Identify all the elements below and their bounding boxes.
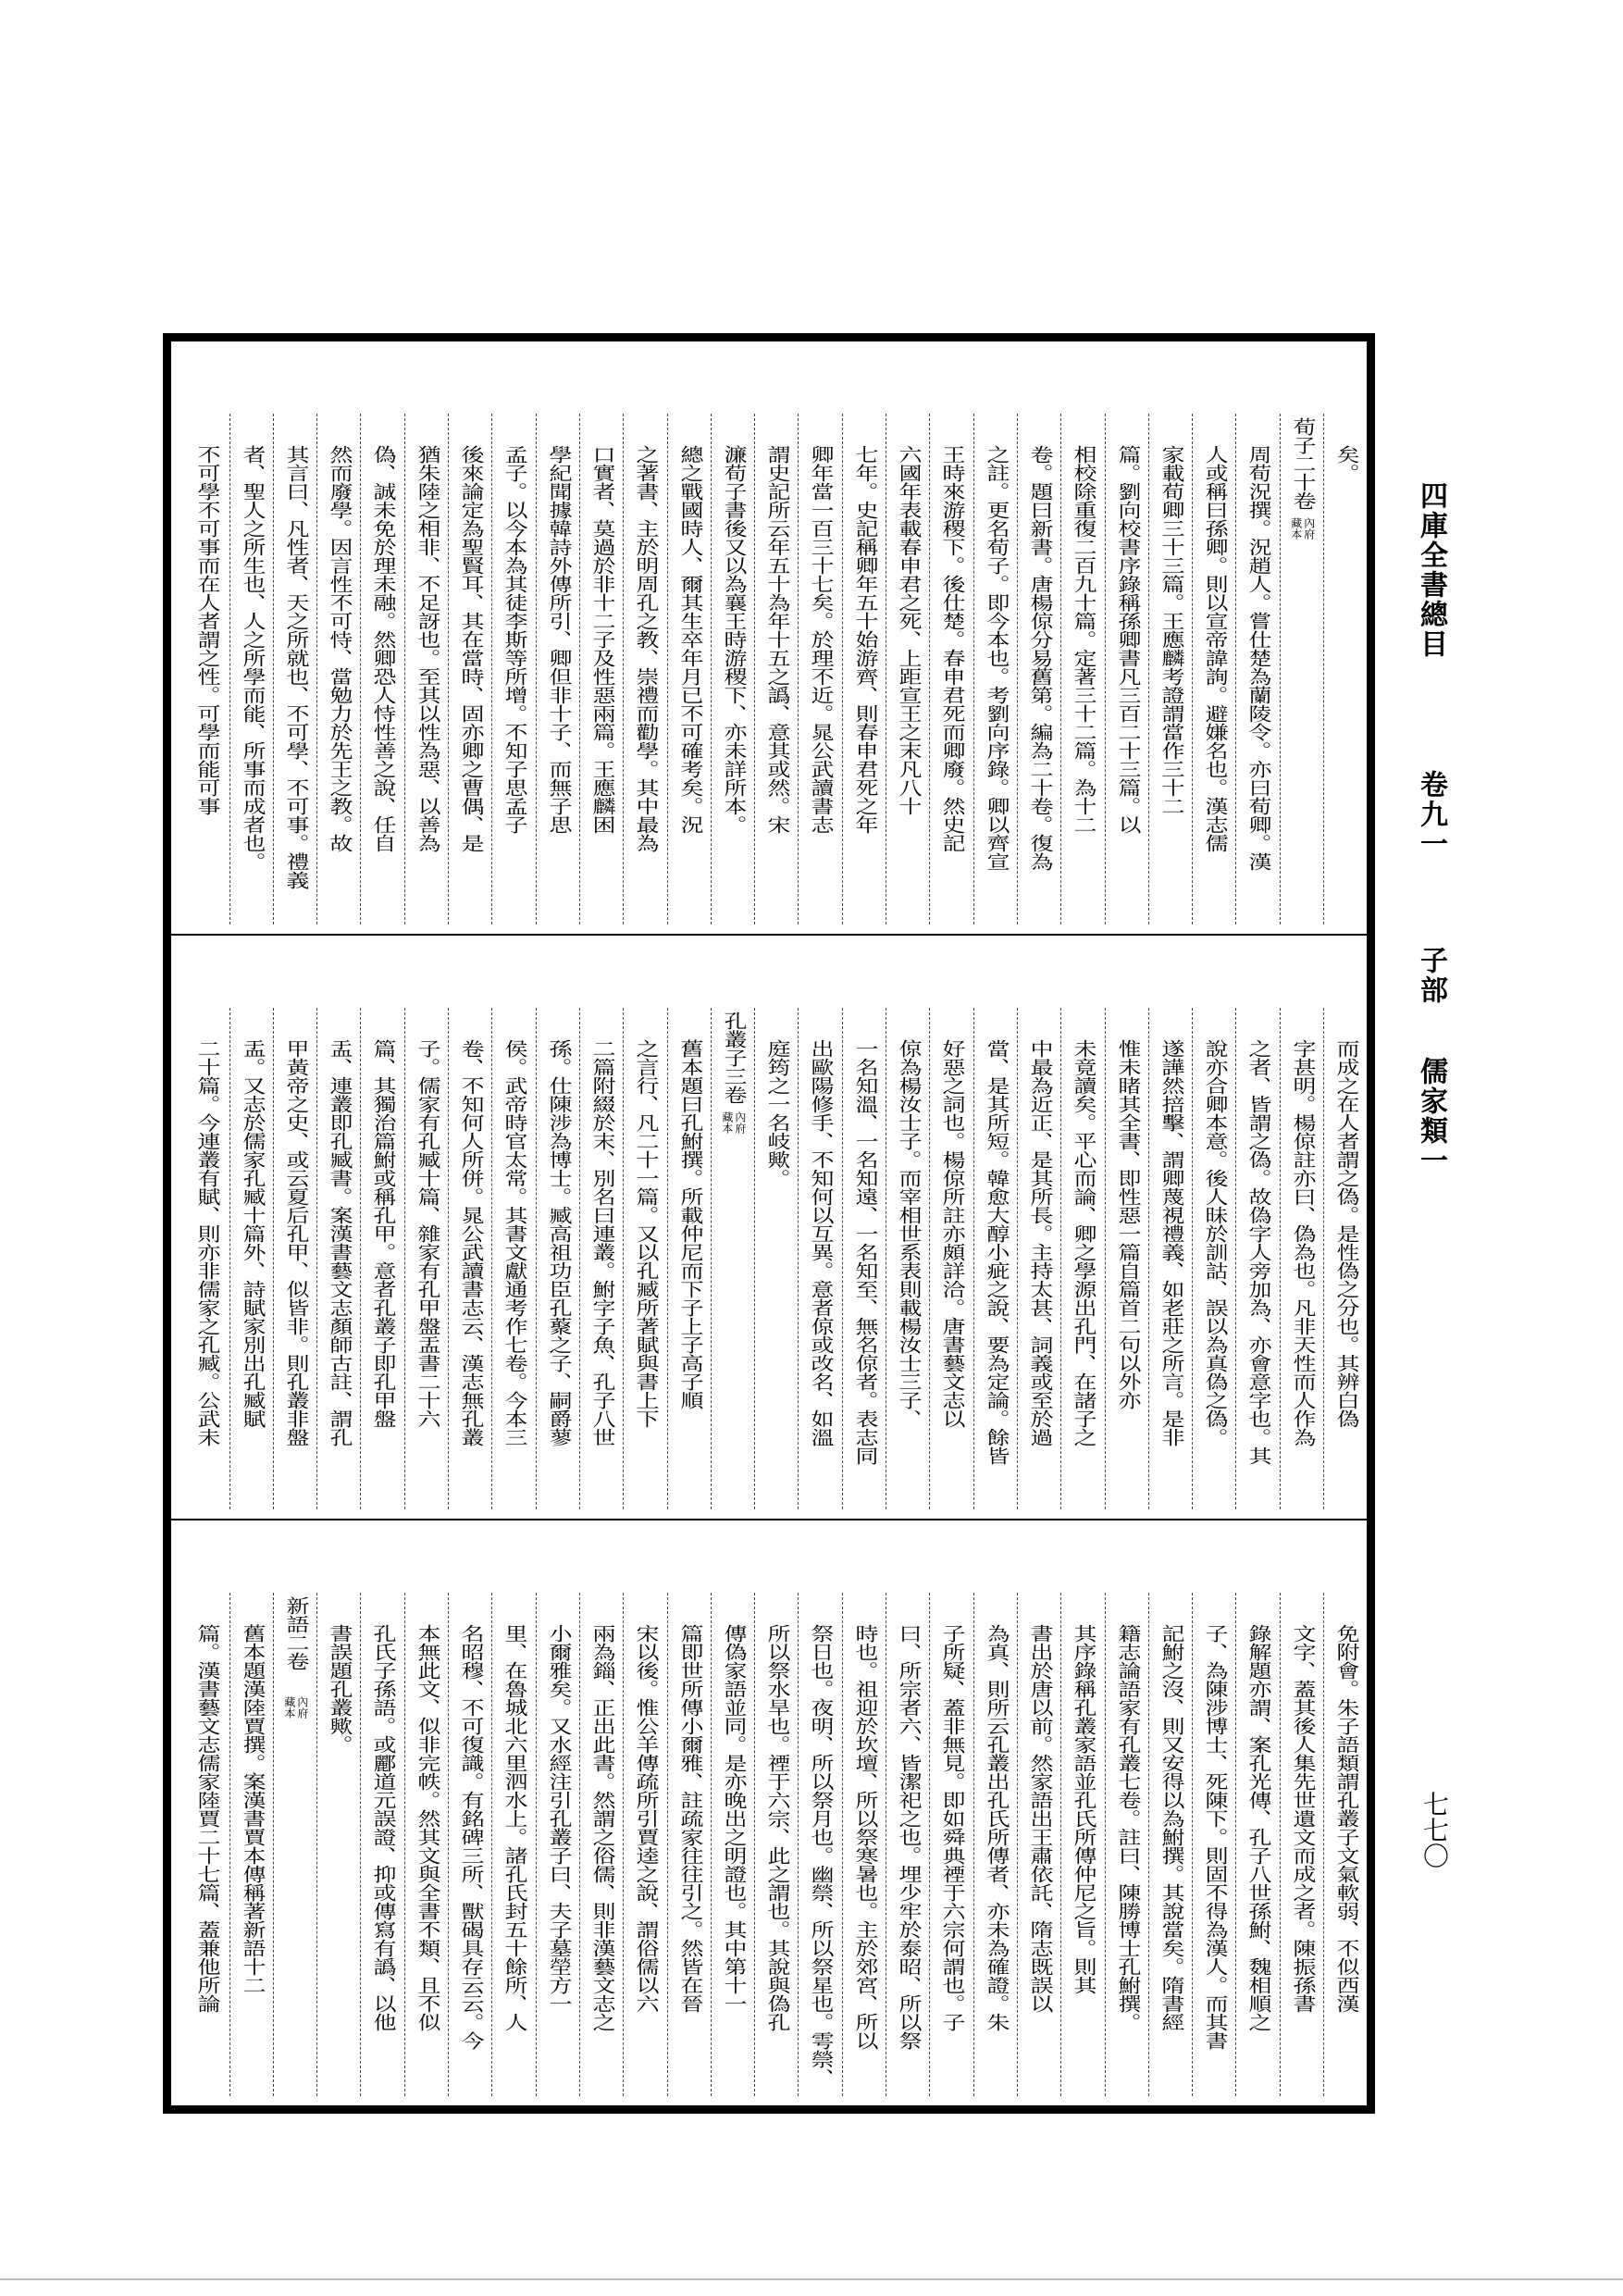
text-column bbox=[360, 1593, 403, 2096]
text-line: 卿年當一百三十七矣。於理不近。晁公武讀書志 bbox=[807, 445, 836, 834]
text-line: 之著書、主於明周孔之教、崇禮而勸學。其中最為 bbox=[632, 445, 661, 852]
text-column bbox=[185, 414, 229, 925]
text-column bbox=[754, 1008, 798, 1509]
text-column bbox=[973, 1593, 1017, 2096]
text-column bbox=[185, 1008, 229, 1509]
text-line: 卷。題曰新書。唐楊倞分易舊第。編為二十卷。復為 bbox=[1026, 445, 1055, 871]
text-register-top bbox=[171, 341, 1367, 934]
text-column bbox=[316, 1008, 360, 1509]
text-line: 學紀聞據韓詩外傳所引、卿但非十子、而無子思 bbox=[544, 445, 573, 834]
text-line: 為真、則所云孔叢出孔氏所傳者、亦未為確證。朱 bbox=[982, 1624, 1010, 2031]
entry-heading-column bbox=[1280, 414, 1323, 925]
text-column bbox=[754, 1593, 798, 2096]
text-column bbox=[929, 414, 973, 925]
text-column bbox=[536, 1008, 579, 1509]
text-column bbox=[1235, 414, 1279, 925]
text-line: 濂荀子書後又以為襄王時游稷下、亦未詳所本。 bbox=[719, 445, 748, 834]
text-column bbox=[886, 414, 929, 925]
text-line: 宋以後。惟公羊傳疏所引賈逵之說、謂俗儒以六 bbox=[632, 1624, 661, 2013]
text-line: 篇。劉向校書序錄稱孫卿書凡三百二十三篇。以 bbox=[1113, 445, 1142, 834]
text-column bbox=[1323, 1008, 1367, 1509]
text-line: 篇、其獨治篇鮒或稱孔甲。意者孔叢子即孔甲盤 bbox=[369, 1039, 398, 1428]
text-line: 孔氏子孫語。或酈道元誤證、抑或傳寫有譌、以他 bbox=[369, 1624, 398, 2031]
text-line: 七年。史記稱卿年五十始游齊、則春申君死之年 bbox=[850, 445, 879, 834]
text-column bbox=[1105, 414, 1148, 925]
text-column bbox=[667, 414, 711, 925]
text-column bbox=[229, 1008, 273, 1509]
text-line: 小爾雅矣。又水經注引孔叢子曰、夫子墓塋方一 bbox=[544, 1624, 573, 2013]
text-line: 之註。更名荀子。即今本也。考劉向序錄。卿以齊宣 bbox=[982, 445, 1010, 871]
text-line: 篇。漢書藝文志儒家陸賈二十七篇、蓋兼他所論 bbox=[193, 1624, 222, 2013]
text-column bbox=[536, 414, 579, 925]
text-register-middle bbox=[171, 936, 1367, 1519]
text-column bbox=[1323, 1593, 1367, 2096]
text-line: 子、為陳涉博士、死陳下。則固不得為漢人。而其書 bbox=[1201, 1624, 1230, 2050]
text-column bbox=[491, 1008, 535, 1509]
text-line: 說亦合卿本意。後人昧於訓詁、誤以為真偽之偽。 bbox=[1201, 1039, 1230, 1446]
text-column bbox=[798, 414, 841, 925]
text-line: 文字、蓋其後人集先世遺文而成之者。陳振孫書 bbox=[1288, 1624, 1317, 2013]
text-line: 曰、所宗者六、皆潔祀之也。埋少牢於泰昭、所以祭 bbox=[895, 1624, 923, 2050]
text-column bbox=[623, 414, 666, 925]
section-label: 子部 bbox=[1415, 946, 1447, 1005]
text-column bbox=[1017, 1593, 1060, 2096]
text-line: 倞為楊汝士子。而宰相世系表則載楊汝士三子、 bbox=[895, 1039, 923, 1428]
text-line: 本無此文、似非完帙。然其文與全書不類、且不似 bbox=[413, 1624, 441, 2031]
text-line: 中最為近正、是其所長。主持太甚、詞義或至於過 bbox=[1026, 1039, 1055, 1446]
text-column bbox=[404, 414, 448, 925]
text-line: 孟子。以今本為其徒李斯等所增。不知子思孟子 bbox=[501, 445, 529, 834]
text-column bbox=[1235, 1593, 1279, 2096]
text-line: 之者、皆謂之偽。故偽字人旁加為、亦會意字也。其 bbox=[1245, 1039, 1273, 1465]
text-column bbox=[1323, 414, 1367, 925]
text-line: 猶朱陸之相非、不足訝也。至其以性為惡、以善為 bbox=[413, 445, 441, 852]
text-column bbox=[798, 1593, 841, 2096]
text-line: 二十篇。今連叢有賦、則亦非儒家之孔臧。公武未 bbox=[193, 1039, 222, 1446]
text-column bbox=[1060, 414, 1104, 925]
text-line: 傳偽家語並同。是亦晚出之明證也。其中第十一 bbox=[719, 1624, 748, 2013]
text-line: 孫。仕陳涉為博士。臧高祖功臣孔藂之子、嗣爵蓼 bbox=[544, 1039, 573, 1446]
text-line: 然而廢學。因言性不可恃、當勉力於先王之教。故 bbox=[326, 445, 354, 852]
text-line: 名昭穆、不可復識。有銘碑三所、獸碣具存云云。今 bbox=[457, 1624, 486, 2050]
text-column bbox=[448, 414, 491, 925]
text-line: 所以祭水旱也。禋于六宗、此之謂也。其說與偽孔 bbox=[763, 1624, 792, 2031]
text-column bbox=[1060, 1593, 1104, 2096]
volume-label: 卷九一 bbox=[1415, 770, 1447, 859]
text-line: 總之戰國時人、爾其生卒年月已不可確考矣。況 bbox=[675, 445, 704, 834]
text-line: 字甚明。楊倞註亦曰、偽為也。凡非天性而人作為 bbox=[1288, 1039, 1317, 1446]
text-column bbox=[842, 1008, 886, 1509]
text-column bbox=[623, 1593, 666, 2096]
text-column bbox=[1017, 1008, 1060, 1509]
text-column bbox=[667, 1008, 711, 1509]
text-line: 時也。祖迎於坎壇、所以祭寒暑也。主於郊宮、所以 bbox=[850, 1624, 879, 2050]
text-column bbox=[842, 1593, 886, 2096]
text-line: 好惡之詞也。楊倞所註亦頗詳洽。唐書藝文志以 bbox=[938, 1039, 967, 1428]
book-title: 四庫全書總目 bbox=[1415, 481, 1447, 659]
text-line: 矣。 bbox=[1332, 445, 1361, 482]
text-column bbox=[579, 1008, 623, 1509]
text-line: 人或稱曰孫卿。則以宣帝諱詢。避嫌名也。漢志儒 bbox=[1201, 445, 1230, 852]
text-line: 舊本題曰孔鮒撰。所載仲尼而下子上子高子順 bbox=[675, 1039, 704, 1409]
text-column bbox=[1192, 414, 1235, 925]
text-line: 二篇附綴於末、別名曰連叢。鮒字子魚、孔子八世 bbox=[588, 1039, 617, 1446]
category-label: 儒家類一 bbox=[1415, 1057, 1447, 1175]
text-line: 記鮒之沒、則又安得以為鮒撰。其說當矣。隋書經 bbox=[1157, 1624, 1185, 2031]
text-line: 兩為錙、正出此書。然謂之俗儒、則非漢藝文志之 bbox=[588, 1624, 617, 2031]
text-line: 其序錄稱孔叢家語並孔氏所傳仲尼之旨。則其 bbox=[1070, 1624, 1098, 1994]
text-column bbox=[229, 1593, 273, 2096]
text-line: 甲黃帝之史、或云夏后孔甲、似皆非。則孔叢非盤 bbox=[281, 1039, 310, 1446]
text-line: 出歐陽修手、不知何以互異。意者倞或改名、如溫 bbox=[807, 1039, 836, 1446]
edition-note: 內府藏本 bbox=[1289, 517, 1316, 540]
text-line: 口實者、莫過於非十二子及性惡兩篇。王應麟困 bbox=[588, 445, 617, 834]
text-column bbox=[491, 1593, 535, 2096]
text-line: 子。儒家有孔臧十篇、雜家有孔甲盤盂書二十六 bbox=[413, 1039, 441, 1428]
text-column bbox=[973, 414, 1017, 925]
text-line: 謂史記所云年五十為年十五之譌、意其或然。宋 bbox=[763, 445, 792, 834]
text-line: 籍志論語家有孔叢七卷。註曰、陳勝博士孔鮒撰。 bbox=[1113, 1624, 1142, 2031]
text-line: 者、聖人之所生也、人之所學而能、所事而成者也。 bbox=[238, 445, 266, 871]
text-column bbox=[1105, 1008, 1148, 1509]
text-line: 六國年表載春申君之死、上距宣王之末凡八十 bbox=[895, 445, 923, 815]
text-line: 當、是其所短。韓愈大醇小疵之說、要為定論。餘皆 bbox=[982, 1039, 1010, 1465]
edition-note: 內府藏本 bbox=[720, 1111, 747, 1134]
text-column bbox=[536, 1593, 579, 2096]
text-column bbox=[798, 1008, 841, 1509]
text-column bbox=[886, 1008, 929, 1509]
text-column bbox=[360, 414, 403, 925]
text-column bbox=[929, 1008, 973, 1509]
scan-edge-line bbox=[0, 2278, 1623, 2280]
text-column bbox=[316, 1593, 360, 2096]
text-column bbox=[404, 1008, 448, 1509]
text-line: 舊本題漢陸賈撰。案漢書賈本傳稱著新語十二 bbox=[238, 1624, 266, 1994]
text-register-bottom bbox=[171, 1520, 1367, 2105]
page-number: 七七〇 bbox=[1419, 1791, 1450, 1868]
text-line: 王時來游稷下。後仕楚。春申君死而卿廢。然史記 bbox=[938, 445, 967, 852]
text-line: 不可學不可事而在人者謂之性。可學而能可事 bbox=[193, 445, 222, 815]
text-column bbox=[1192, 1593, 1235, 2096]
text-column bbox=[579, 1593, 623, 2096]
text-column bbox=[754, 414, 798, 925]
text-line: 篇即世所傳小爾雅、註疏家往往引之。然皆在晉 bbox=[675, 1624, 704, 2013]
text-line: 盂。又志於儒家孔臧十篇外、詩賦家別出孔臧賦 bbox=[238, 1039, 266, 1428]
text-line: 惟未睹其全書、即性惡一篇自篇首二句以外亦 bbox=[1113, 1039, 1142, 1409]
text-line: 子所疑、蓋非無見。即如舜典禋于六宗何謂也。子 bbox=[938, 1624, 967, 2031]
text-column bbox=[667, 1593, 711, 2096]
text-column bbox=[1280, 1008, 1323, 1509]
text-column bbox=[1235, 1008, 1279, 1509]
text-line: 相校除重復二百九十篇。定著三十二篇。為十二 bbox=[1070, 445, 1098, 834]
text-column bbox=[448, 1008, 491, 1509]
text-line: 遂譁然掊擊、謂卿蔑視禮義、如老莊之所言。是非 bbox=[1157, 1039, 1185, 1446]
text-line: 周荀況撰。況趙人。嘗仕楚為蘭陵令。亦曰荀卿。漢 bbox=[1245, 445, 1273, 871]
text-column bbox=[185, 1593, 229, 2096]
text-column bbox=[360, 1008, 403, 1509]
text-column bbox=[316, 414, 360, 925]
text-column bbox=[842, 414, 886, 925]
text-column bbox=[404, 1593, 448, 2096]
text-column bbox=[579, 414, 623, 925]
text-line: 祭日也。夜明、所以祭月也。幽禜、所以祭星也。雩禜、 bbox=[807, 1624, 836, 2087]
text-line: 未竟讀矣。平心而論、卿之學源出孔門、在諸子之 bbox=[1070, 1039, 1098, 1446]
text-line: 里、在魯城北六里泗水上。諸孔氏封五十餘所、人 bbox=[501, 1624, 529, 2031]
text-column bbox=[1017, 414, 1060, 925]
text-line: 偽、誠未免於理未融。然卿恐人恃性善之說、任自 bbox=[369, 445, 398, 852]
text-column bbox=[1105, 1593, 1148, 2096]
text-line: 家載荀卿三十三篇。王應麟考證謂當作三十二 bbox=[1157, 445, 1185, 815]
text-column bbox=[1280, 1593, 1323, 2096]
text-line: 一名知溫、一名知遠、一名知至、無名倞者。表志同 bbox=[850, 1039, 879, 1465]
text-line: 而成之在人者謂之偽。是性偽之分也。其辨白偽 bbox=[1332, 1039, 1361, 1428]
text-column bbox=[623, 1008, 666, 1509]
book-entry-title: 荀子二十卷 bbox=[1288, 417, 1317, 510]
text-column bbox=[973, 1008, 1017, 1509]
page-frame bbox=[163, 333, 1375, 2114]
edition-note: 內府藏本 bbox=[282, 1696, 309, 1719]
book-entry-title: 孔叢子三卷 bbox=[719, 1011, 748, 1104]
text-line: 免附會。朱子語類謂孔叢子文氣軟弱、不似西漢 bbox=[1332, 1624, 1361, 2013]
text-line: 侯。武帝時官太常。其書文獻通考作七卷。今本三 bbox=[501, 1039, 529, 1446]
text-column bbox=[886, 1593, 929, 2096]
text-line: 之言行、凡二十一篇。又以孔臧所著賦與書上下 bbox=[632, 1039, 661, 1428]
text-line: 庭筠之一名岐歟。 bbox=[763, 1039, 792, 1187]
text-column bbox=[491, 414, 535, 925]
text-line: 錄解題亦謂、案孔光傳、孔子八世孫鮒、魏相順之 bbox=[1245, 1624, 1273, 2031]
text-column bbox=[929, 1593, 973, 2096]
text-column bbox=[229, 414, 273, 925]
text-line: 卷、不知何人所併。晁公武讀書志云、漢志無孔叢 bbox=[457, 1039, 486, 1446]
text-line: 書誤題孔叢歟。 bbox=[326, 1624, 354, 1754]
text-column bbox=[448, 1593, 491, 2096]
book-entry-title: 新語二卷 bbox=[281, 1596, 310, 1670]
text-line: 書出於唐以前。然家語出王肅依託、隋志既誤以 bbox=[1026, 1624, 1055, 2013]
text-column bbox=[1060, 1008, 1104, 1509]
text-column bbox=[1192, 1008, 1235, 1509]
text-line: 其言曰、凡性者、天之所就也、不可學、不可事。禮義 bbox=[281, 445, 310, 889]
text-line: 後來論定為聖賢耳、其在當時、固亦卿之曹偶、是 bbox=[457, 445, 486, 852]
text-line: 盂、連叢即孔臧書。案漢書藝文志顏師古註、謂孔 bbox=[326, 1039, 354, 1446]
